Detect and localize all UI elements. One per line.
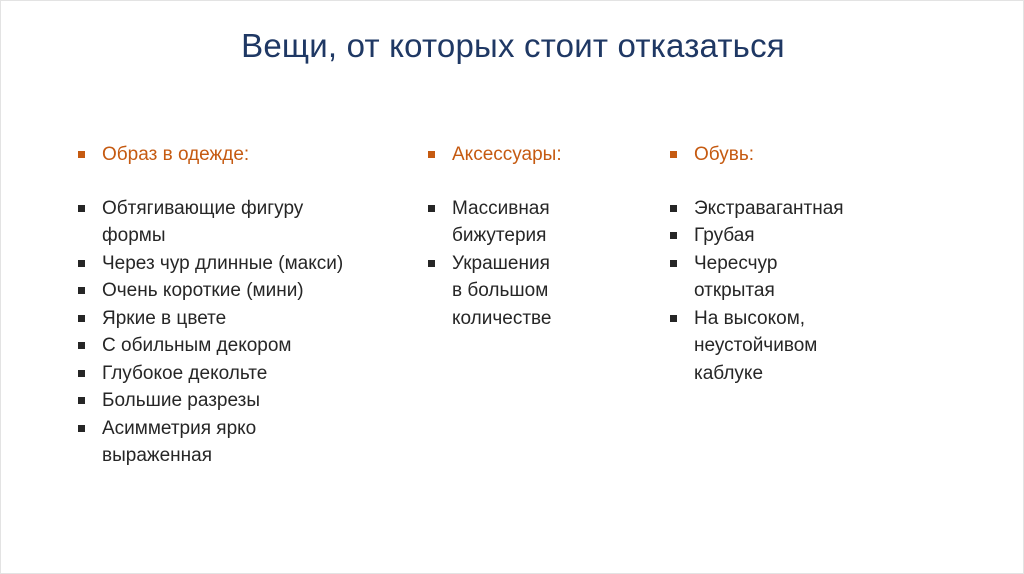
item-line: Массивная xyxy=(452,197,550,219)
heading-text: Образ в одежде: xyxy=(102,144,250,165)
square-bullet-icon xyxy=(78,342,85,349)
column-heading xyxy=(77,141,377,169)
square-bullet-icon xyxy=(428,260,435,267)
item-line: Асимметрия ярко xyxy=(102,417,257,439)
square-bullet-icon xyxy=(428,205,435,212)
square-bullet-icon xyxy=(670,315,677,322)
list-item xyxy=(77,387,377,415)
item-line: количестве xyxy=(452,307,552,329)
square-bullet-icon xyxy=(78,151,85,158)
item-line: бижутерия xyxy=(452,225,547,246)
item-line: каблуке xyxy=(694,362,764,384)
column-heading xyxy=(669,141,889,169)
list-item xyxy=(669,305,889,388)
item-line: Глубокое декольте xyxy=(102,362,268,384)
item-line: Обтягивающие фигуру xyxy=(102,197,304,219)
list-item xyxy=(77,332,377,360)
list-item xyxy=(77,250,377,278)
slide-title: Вещи, от которых стоит отказаться xyxy=(241,27,785,64)
item-line: Экстравагантная xyxy=(694,197,844,219)
item-line: формы xyxy=(102,225,166,246)
item-line: неустойчивом xyxy=(694,335,818,356)
list-item xyxy=(427,250,627,333)
column-shoes xyxy=(669,141,889,387)
square-bullet-icon xyxy=(670,232,677,239)
square-bullet-icon xyxy=(78,287,85,294)
list-item xyxy=(669,222,889,250)
column-clothing xyxy=(77,141,377,470)
square-bullet-icon xyxy=(78,205,85,212)
item-line: Грубая xyxy=(694,225,755,246)
item-line: С обильным декором xyxy=(102,335,292,356)
list-item xyxy=(427,195,627,250)
list-item xyxy=(77,415,377,470)
list-item xyxy=(669,250,889,305)
item-line: Большие разрезы xyxy=(102,390,261,411)
square-bullet-icon xyxy=(78,315,85,322)
item-line: Очень короткие (мини) xyxy=(102,280,304,301)
column-heading xyxy=(427,141,627,169)
square-bullet-icon xyxy=(670,260,677,267)
heading-text: Обувь: xyxy=(694,144,755,165)
item-line: открытая xyxy=(694,280,775,301)
item-line: выраженная xyxy=(102,445,213,466)
square-bullet-icon xyxy=(78,425,85,432)
square-bullet-icon xyxy=(428,151,435,158)
square-bullet-icon xyxy=(78,397,85,404)
square-bullet-icon xyxy=(670,205,677,212)
list-item xyxy=(77,277,377,305)
list-item xyxy=(77,195,377,250)
list-item xyxy=(669,195,889,223)
square-bullet-icon xyxy=(78,370,85,377)
square-bullet-icon xyxy=(78,260,85,267)
heading-text: Аксессуары: xyxy=(452,144,562,165)
list-item xyxy=(77,360,377,388)
column-accessories xyxy=(427,141,627,332)
list-item xyxy=(77,305,377,333)
item-line: Украшения xyxy=(452,252,550,274)
item-line: Яркие в цвете xyxy=(102,307,227,329)
square-bullet-icon xyxy=(670,151,677,158)
item-line: Чересчур xyxy=(694,252,778,274)
item-line: Через чур длинные (макси) xyxy=(102,252,344,274)
item-line: На высоком, xyxy=(694,307,806,329)
item-line: в большом xyxy=(452,280,549,301)
